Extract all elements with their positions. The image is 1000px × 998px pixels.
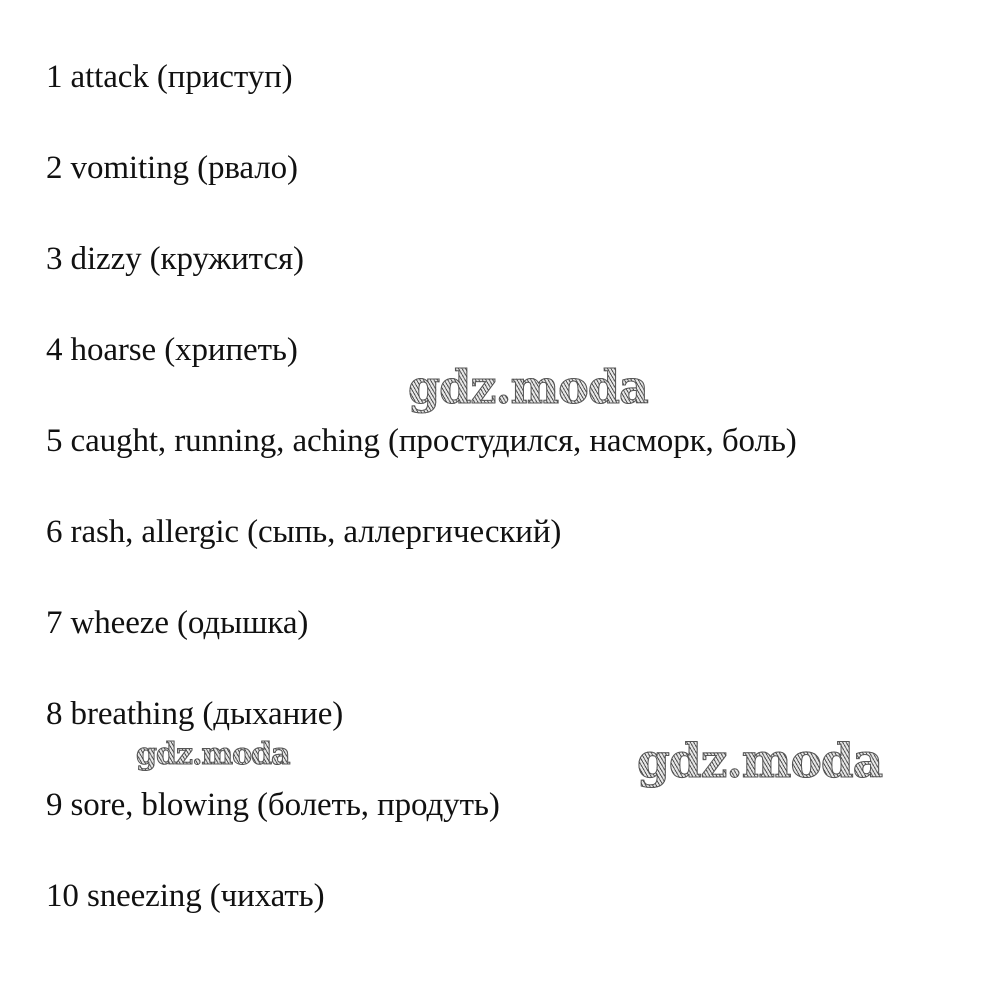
answer-line-6: 6 rash, allergic (сыпь, аллергический) <box>46 514 562 550</box>
answer-line-1: 1 attack (приступ) <box>46 59 293 95</box>
answer-line-7: 7 wheeze (одышка) <box>46 605 309 641</box>
answer-line-9: 9 sore, blowing (болеть, продуть) <box>46 787 500 823</box>
watermark-logo: gdz.moda <box>136 737 290 772</box>
watermark-logo: gdz.moda <box>408 360 648 414</box>
answer-line-4: 4 hoarse (хрипеть) <box>46 332 298 368</box>
watermark-logo: gdz.moda <box>637 734 883 789</box>
answer-line-5: 5 caught, running, aching (простудился, насморк, боль) <box>46 423 797 459</box>
answer-list <box>46 52 797 962</box>
answer-line-8: 8 breathing (дыхание) <box>46 696 344 732</box>
answer-line-3: 3 dizzy (кружится) <box>46 241 304 277</box>
answer-line-10: 10 sneezing (чихать) <box>46 878 325 914</box>
answer-line-2: 2 vomiting (рвало) <box>46 150 298 186</box>
